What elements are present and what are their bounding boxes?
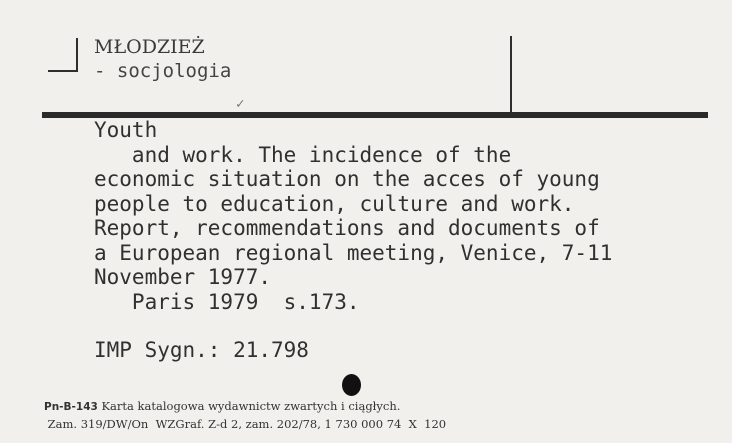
entry-line: economic situation on the acces of young: [94, 167, 600, 191]
footer-line1: [44, 399, 400, 413]
footer-line2: Zam. 319/DW/On WZGraf. Z-d 2, zam. 202/78, 1 730 000 74 X 120: [44, 417, 447, 431]
entry-line: November 1977.: [94, 265, 272, 289]
bibliographic-entry: [94, 118, 714, 314]
corner-mark-vertical: [76, 38, 78, 72]
entry-line: and work. The incidence of the: [94, 142, 512, 167]
entry-line: a European regional meeting, Venice, 7-11: [94, 240, 613, 265]
entry-line: Paris 1979 s.173.: [94, 289, 360, 314]
check-mark-icon: ✓: [236, 96, 245, 112]
entry-line: Youth: [94, 118, 158, 142]
footer-form-title: Karta katalogowa wydawnictw zwartych i ciągłych.: [97, 399, 401, 413]
entry-line: people to education, culture and work.: [94, 191, 575, 216]
header-divider-vertical: [510, 36, 512, 112]
punch-hole-icon: [342, 374, 361, 396]
card-footer: [44, 398, 446, 433]
call-number: IMP Sygn.: 21.798: [94, 338, 309, 362]
footer-form-code: Pn-B-143: [44, 401, 98, 413]
corner-mark-horizontal: [48, 70, 78, 72]
subject-subheading: - socjologia: [94, 60, 232, 82]
subject-heading: MŁODZIEŻ: [94, 36, 205, 58]
entry-line: Report, recommendations and documents of: [94, 216, 600, 240]
